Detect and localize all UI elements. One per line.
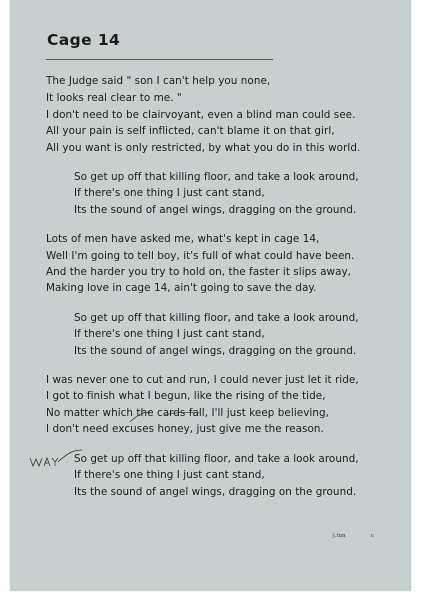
verse2-line-1: Lots of men have asked me, what's kept in cage 14, <box>46 233 320 245</box>
chorus3-line-1: So get up off that killing floor, and take a look around, <box>74 453 359 465</box>
footer-author: j.fun <box>333 533 346 539</box>
footer-mark: c <box>371 533 375 539</box>
song-title: Cage 14 <box>47 31 121 49</box>
chorus1-line-3: Its the sound of angel wings, dragging on the ground. <box>74 204 357 216</box>
verse1-line-3: I don't need to be clairvoyant, even a blind man could see. <box>46 109 356 121</box>
title-underline <box>46 59 273 60</box>
chorus3-line-2: If there's one thing I just cant stand, <box>74 469 265 481</box>
verse1-line-5: All you want is only restricted, by what you do in this world. <box>46 142 361 154</box>
lyrics-page <box>10 0 411 591</box>
handwritten-strike-mark <box>110 410 210 424</box>
chorus2-line-3: Its the sound of angel wings, dragging on the ground. <box>74 345 357 357</box>
verse2-line-3: And the harder you try to hold on, the faster it slips away, <box>46 266 352 278</box>
verse3-line-4: I don't need excuses honey, just give me the reason. <box>46 423 324 435</box>
verse2-line-2: Well I'm going to tell boy, it's full of what could have been. <box>46 250 355 262</box>
verse3-line-1: I was never one to cut and run, I could never just let it ride, <box>46 374 359 386</box>
verse3-line-3: No matter which the cards fall, I'll just keep believing, <box>46 407 329 419</box>
chorus2-line-1: So get up off that killing floor, and take a look around, <box>74 312 359 324</box>
chorus3-line-3: Its the sound of angel wings, dragging on the ground. <box>74 486 357 498</box>
chorus2-line-2: If there's one thing I just cant stand, <box>74 328 265 340</box>
chorus1-line-1: So get up off that killing floor, and take a look around, <box>74 171 359 183</box>
verse2-line-4: Making love in cage 14, ain't going to save the day. <box>46 282 317 294</box>
verse1-line-1: The Judge said " son I can't help you none, <box>46 75 271 87</box>
verse3-line-2: I got to finish what I begun, like the rising of the tide, <box>46 390 326 402</box>
verse1-line-4: All your pain is self inflicted, can't blame it on that girl, <box>46 125 335 137</box>
chorus1-line-2: If there's one thing I just cant stand, <box>74 187 265 199</box>
verse1-line-2: It looks real clear to me. " <box>46 92 182 104</box>
